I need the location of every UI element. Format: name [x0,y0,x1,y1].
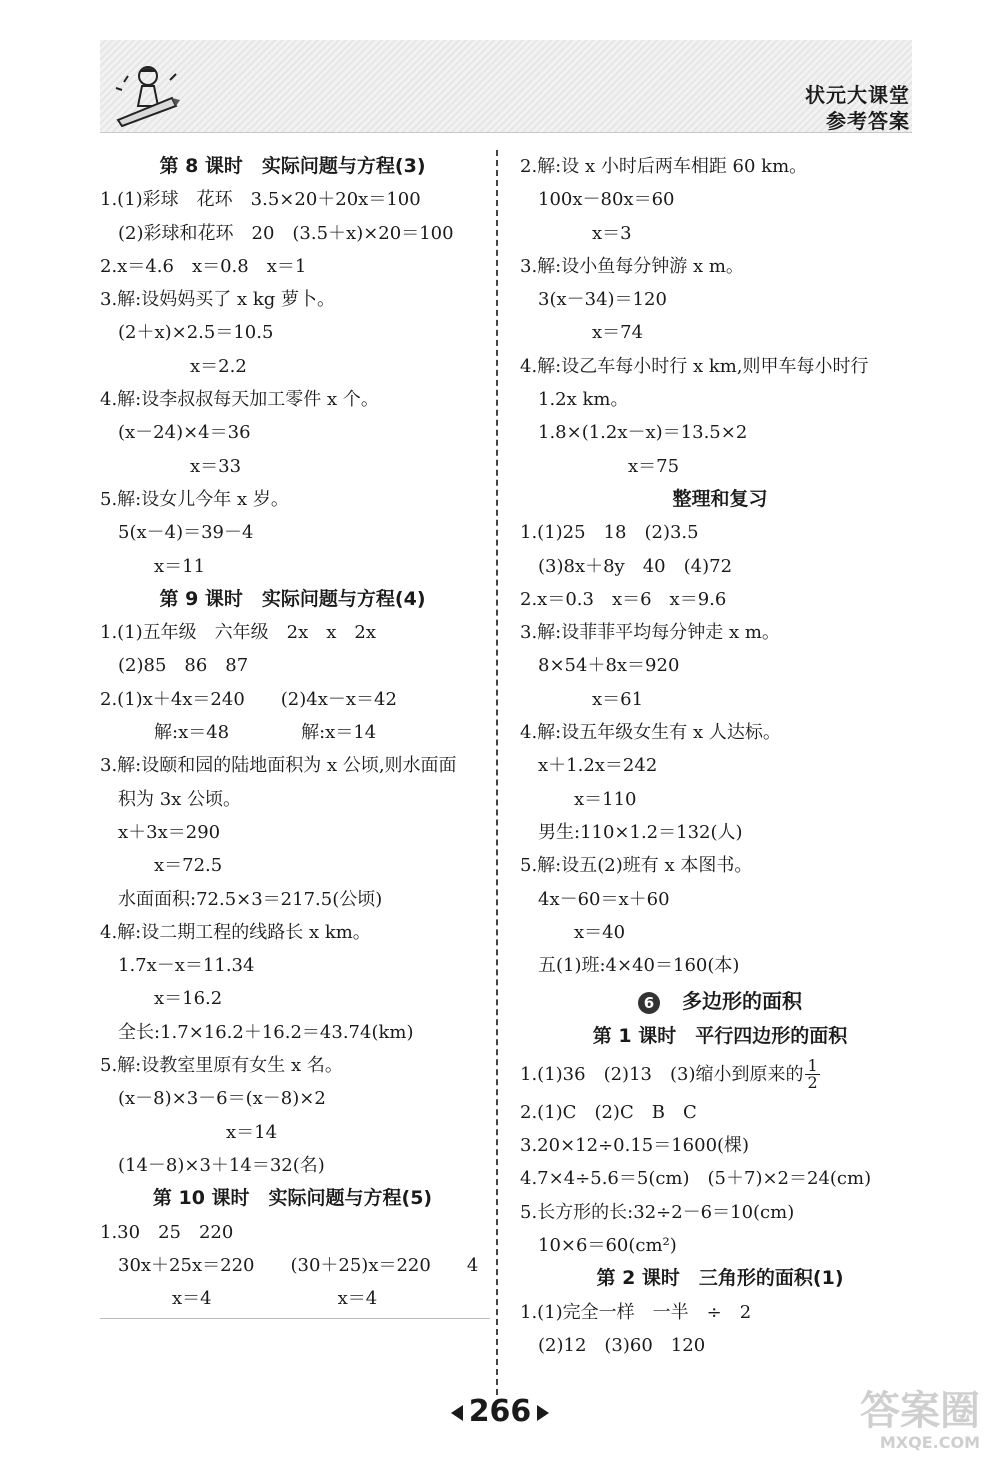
answer-line: 5.长方形的长:32÷2－6＝10(cm) [520,1201,795,1223]
answer-line: x＝74 [520,322,644,344]
answer-line: 1.8×(1.2x－x)＝13.5×2 [520,422,748,444]
answer-line: 3.解:设颐和园的陆地面积为 x 公顷,则水面面 [100,755,457,777]
answer-line: x＝4 x＝4 [100,1288,378,1310]
answer-line [520,1054,920,1096]
answer-line: 1.(1)彩球 花环 3.5×20＋20x＝100 [100,189,421,211]
answer-line: 1.2x km。 [520,389,629,411]
answer-line: 全长:1.7×16.2＋16.2＝43.74(km) [100,1021,414,1043]
answer-line: 4.解:设二期工程的线路长 x km。 [100,921,371,943]
answer-line: (2)彩球和花环 20 (3.5＋x)×20＝100 [100,222,454,244]
header-title-line2: 参考答案 [826,109,910,133]
answer-line: x＝3 [520,222,632,244]
answer-line: (14－8)×3＋14＝32(名) [100,1154,325,1176]
section-heading: 第 10 课时 实际问题与方程(5) [152,1187,433,1210]
section-heading: 整理和复习 [672,487,768,510]
answer-line: 3.解:设菲菲平均每分钟走 x m。 [520,622,780,644]
answer-line: 2.解:设 x 小时后两车相距 60 km。 [520,156,808,177]
fraction [805,1058,819,1091]
answer-line: 3(x－34)＝120 [520,289,667,311]
answer-line: 4.解:设五年级女生有 x 人达标。 [520,722,781,744]
answer-line: 2.x＝0.3 x＝6 x＝9.6 [520,588,727,610]
section-heading: 第 2 课时 三角形的面积(1) [596,1267,844,1290]
answer-line: 解:x＝48 解:x＝14 [100,722,377,744]
answer-line: x＋3x＝290 [100,821,221,843]
answer-line: 男生:110×1.2＝132(人) [520,821,743,843]
answer-line: 5.解:设五(2)班有 x 本图书。 [520,855,753,877]
answer-line: x＝33 [100,455,242,477]
answer-line: x＝75 [520,455,680,477]
answer-line: 10×6＝60(cm²) [520,1234,677,1256]
fraction-denominator: 2 [807,1073,818,1093]
answer-line: 1.(1)25 18 (2)3.5 [520,522,699,544]
answer-line: x＝16.2 [100,988,223,1010]
page-number-text: 266 [468,1394,532,1429]
answer-line: (2)12 (3)60 120 [520,1334,706,1356]
answer-line: x＋1.2x＝242 [520,755,658,777]
answer-line: 1.(1)完全一样 一半 ÷ 2 [520,1301,752,1323]
chapter-heading [520,982,920,1020]
footer-rule [100,1318,490,1319]
answer-line: 2.(1)C (2)C B C [520,1101,697,1123]
answer-line: 8×54＋8x＝920 [520,655,680,677]
chapter-title: 多边形的面积 [682,989,802,1014]
answer-line: 4.7×4÷5.6＝5(cm) (5＋7)×2＝24(cm) [520,1168,872,1190]
answer-line: 3.20×12÷0.15＝1600(棵) [520,1135,750,1157]
answer-line: (3)8x＋8y 40 (4)72 [520,555,733,577]
answer-line: 1.7x－x＝11.34 [100,955,255,977]
answer-column-right [520,150,920,1362]
answer-line: 2.(1)x＋4x＝240 (2)4x－x＝42 [100,688,397,710]
page-number [440,1392,560,1432]
answer-line: 积为 3x 公顷。 [100,788,242,810]
answer-line: x＝72.5 [100,855,223,877]
watermark-url: MXQE.COM [879,1433,980,1452]
section-heading: 第 9 课时 实际问题与方程(4) [159,587,426,610]
header-title-line1: 状元大课堂 [805,83,910,107]
answer-line: 1.(1)五年级 六年级 2x x 2x [100,622,377,644]
answer-line: 5.解:设女儿今年 x 岁。 [100,488,289,510]
fraction-numerator: 1 [807,1056,818,1076]
section-heading: 第 8 课时 实际问题与方程(3) [159,155,426,177]
answer-line: 5(x－4)＝39－4 [100,522,254,544]
answer-line: (2)85 86 87 [100,655,249,677]
header-title [790,82,910,134]
answer-line: (2＋x)×2.5＝10.5 [100,322,274,344]
column-divider [496,150,498,1395]
answer-line: 4x－60＝x＋60 [520,888,670,910]
section-heading: 第 1 课时 平行四边形的面积 [592,1025,848,1048]
chapter-number-badge: 6 [638,992,660,1014]
answer-line: 4.解:设李叔叔每天加工零件 x 个。 [100,389,379,411]
watermark-logo-text: 答案圈 [860,1388,980,1434]
answer-line: (x－8)×3－6＝(x－8)×2 [100,1088,326,1110]
prev-arrow-icon [451,1405,463,1421]
answer-line: 2.x＝4.6 x＝0.8 x＝1 [100,255,307,277]
answer-text: 1.(1)36 (2)13 (3)缩小到原来的 [520,1063,804,1085]
answer-line: 3.解:设小鱼每分钟游 x m。 [520,255,744,277]
answer-line: 水面面积:72.5×3＝217.5(公顷) [100,888,383,910]
answer-line: x＝11 [100,555,206,577]
answer-line: 五(1)班:4×40＝160(本) [520,955,740,977]
answer-line: 30x＋25x＝220 (30＋25)x＝220 4 [100,1254,479,1276]
answer-line: 100x－80x＝60 [520,189,675,211]
answer-line: x＝110 [520,788,637,810]
answer-column-left [100,150,485,1315]
answer-line: x＝61 [520,688,644,710]
answer-line: 4.解:设乙车每小时行 x km,则甲车每小时行 [520,355,869,377]
answer-line: x＝2.2 [100,355,247,377]
answer-line: 5.解:设教室里原有女生 x 名。 [100,1055,343,1077]
answer-line: 3.解:设妈妈买了 x kg 萝卜。 [100,289,335,311]
mascot-logo-icon [112,62,182,128]
answer-line: (x－24)×4＝36 [100,422,251,444]
next-arrow-icon [537,1405,549,1421]
answer-line: 1.30 25 220 [100,1221,234,1243]
answer-line: x＝40 [520,921,626,943]
watermark [830,1389,980,1459]
answer-line: x＝14 [100,1121,278,1143]
